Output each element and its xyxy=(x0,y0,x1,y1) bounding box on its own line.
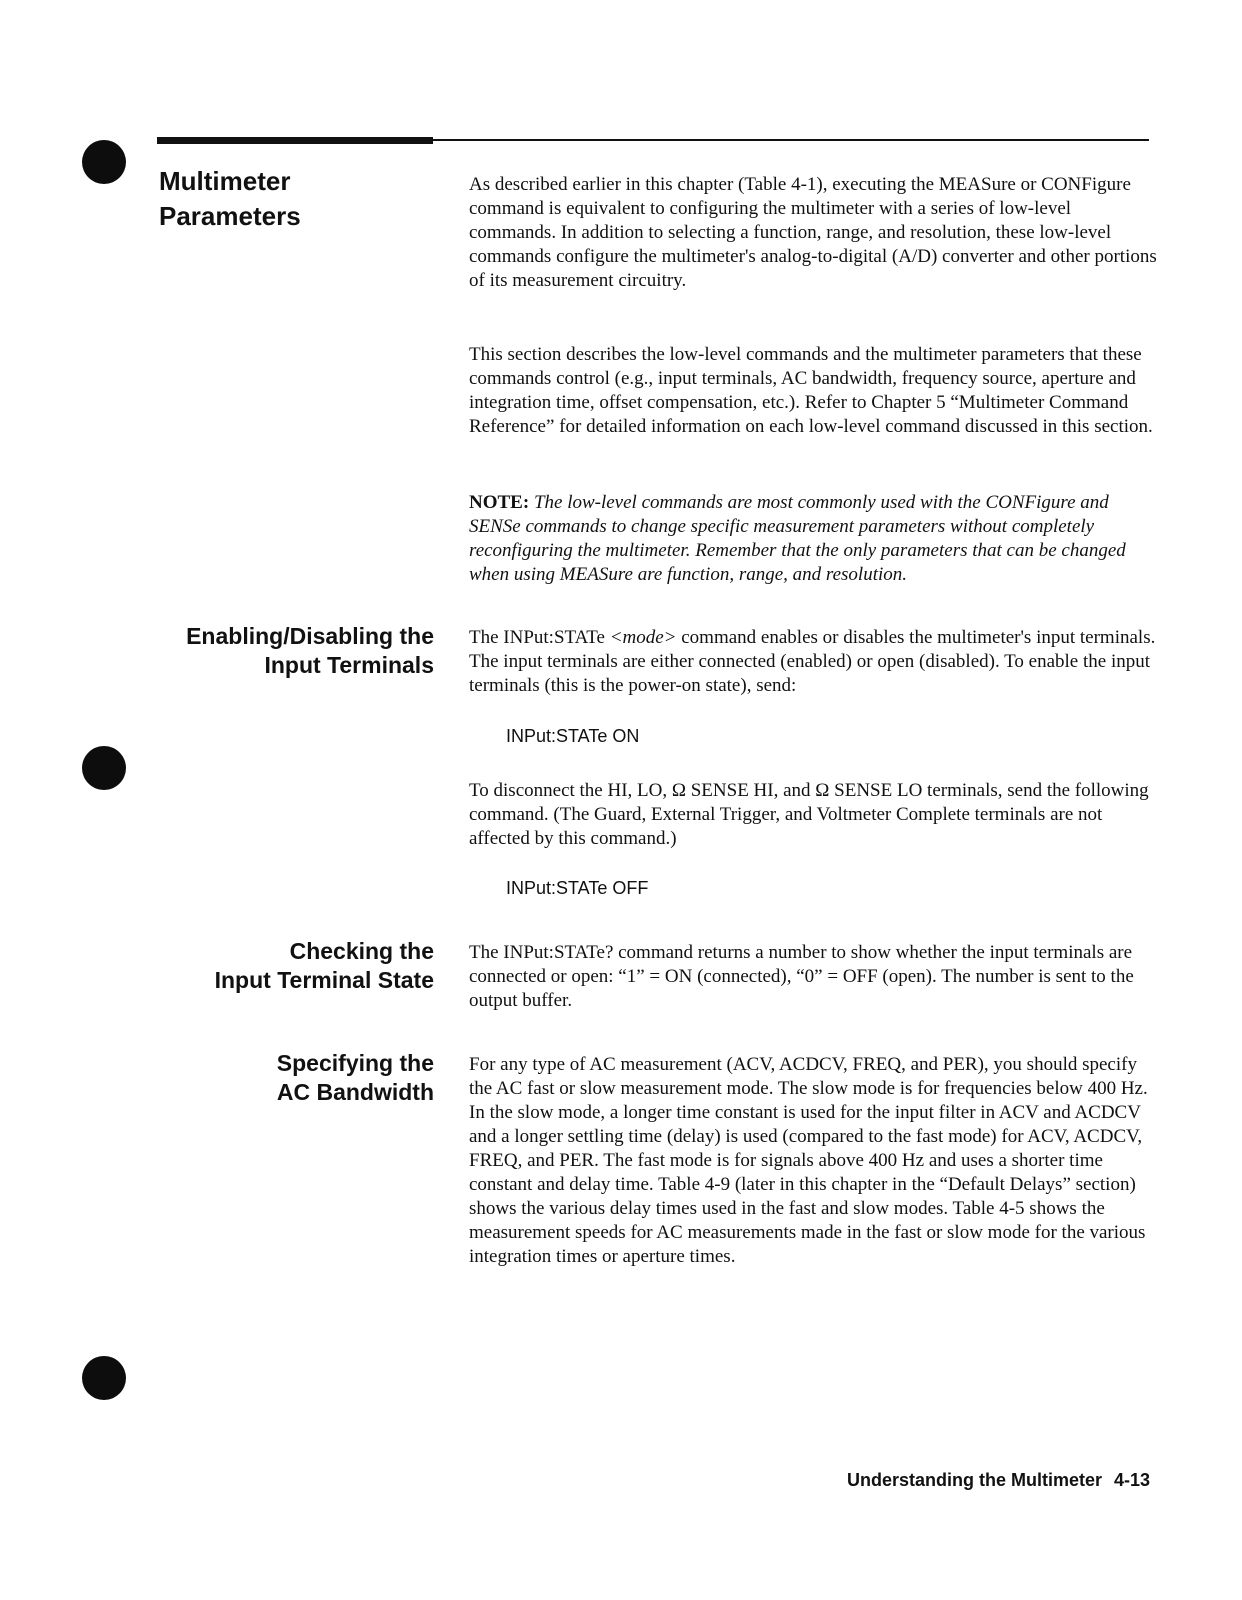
bandwidth-paragraph: For any type of AC measurement (ACV, ACDCV, FREQ, and PER), you should specify the AC fast or slow measurement mode. The slow mode is for frequencies below 400 Hz. In the slow mode, a longer time constant is used for the input filter in ACV and ACDCV and a longer settling time (delay) is used (compared to the fast mode) for ACV, ACDCV, FREQ, and PER. The fast mode is for signals above 400 Hz and uses a shorter time constant and delay time. Table 4-9 (later in this chapter in the “Default Delays” section) shows the various delay times used in the fast and slow modes. Table 4-5 shows the measurement speeds for AC measurements made in the fast or slow mode for the various integration times or aperture times. xyxy=(469,1054,1148,1267)
section-title xyxy=(159,164,439,234)
punch-hole-bottom xyxy=(82,1356,126,1400)
heading-checking-line2: Input Terminal State xyxy=(214,967,434,993)
command-input-state-on: INPut:STATe ON xyxy=(506,726,640,746)
section-title-line2: Parameters xyxy=(159,201,301,231)
page-number: 4-13 xyxy=(1113,1470,1150,1490)
enabling-para1-prefix: The INPut:STATe xyxy=(469,627,610,648)
heading-bandwidth-line2: AC Bandwidth xyxy=(276,1079,434,1105)
enabling-paragraph-1 xyxy=(469,626,1159,698)
footer-title: Understanding the Multimeter xyxy=(846,1470,1102,1490)
section-title-line1: Multimeter xyxy=(159,166,291,196)
enabling-paragraph-2: To disconnect the HI, LO, Ω SENSE HI, and Ω SENSE LO terminals, send the following command. (The Guard, External Trigger, and Voltmeter Complete terminals are not affected by this command.) xyxy=(469,780,1149,849)
header-rule-thick xyxy=(157,137,433,144)
intro-paragraph-1: As described earlier in this chapter (Table 4-1), executing the MEASure or CONFigure command is equivalent to configuring the multimeter with a series of low-level commands. In addition to selecting a function, range, and resolution, these low-level commands configure the multimeter's analog-to-digital (A/D) converter and other portions of its measurement circuitry. xyxy=(469,174,1157,291)
heading-checking-terminal-state xyxy=(144,937,434,995)
command-input-state-off: INPut:STATe OFF xyxy=(506,878,649,898)
page-footer xyxy=(847,1470,1150,1491)
mode-parameter: <mode> xyxy=(609,627,677,648)
heading-enabling-line1: Enabling/Disabling the xyxy=(186,623,434,649)
heading-enabling-line2: Input Terminals xyxy=(264,652,434,678)
intro-paragraph-2: This section describes the low-level commands and the multimeter parameters that these commands control (e.g., input terminals, AC bandwidth, frequency source, aperture and integration time, offset compensation, etc.). Refer to Chapter 5 “Multimeter Command Reference” for detailed information on each low-level command discussed in this section. xyxy=(469,344,1153,437)
punch-hole-top xyxy=(82,140,126,184)
checking-paragraph: The INPut:STATe? command returns a number to show whether the input terminals are connected or open: “1” = ON (connected), “0” = OFF (open). The number is sent to the output buffer. xyxy=(469,942,1134,1011)
punch-hole-middle xyxy=(82,746,126,790)
note-label: NOTE: xyxy=(469,492,530,513)
heading-ac-bandwidth xyxy=(144,1049,434,1107)
header-rule-thin xyxy=(433,139,1149,141)
heading-checking-line1: Checking the xyxy=(289,938,434,964)
heading-enabling-input-terminals xyxy=(144,622,434,680)
heading-bandwidth-line1: Specifying the xyxy=(276,1050,434,1076)
enabling-para1-suffix: command enables or disables the multimeter's input terminals. The input terminals are either connected (enabled) or open (disabled). To enable the input terminals (this is the power-on state), send: xyxy=(469,627,1156,696)
note-paragraph xyxy=(469,491,1159,587)
note-text: The low-level commands are most commonly used with the CONFigure and SENSe commands to change specific measurement parameters without completely reconfiguring the multimeter. Remember that the only parameters that can be changed when using MEASure are function, range, and resolution. xyxy=(469,492,1126,585)
